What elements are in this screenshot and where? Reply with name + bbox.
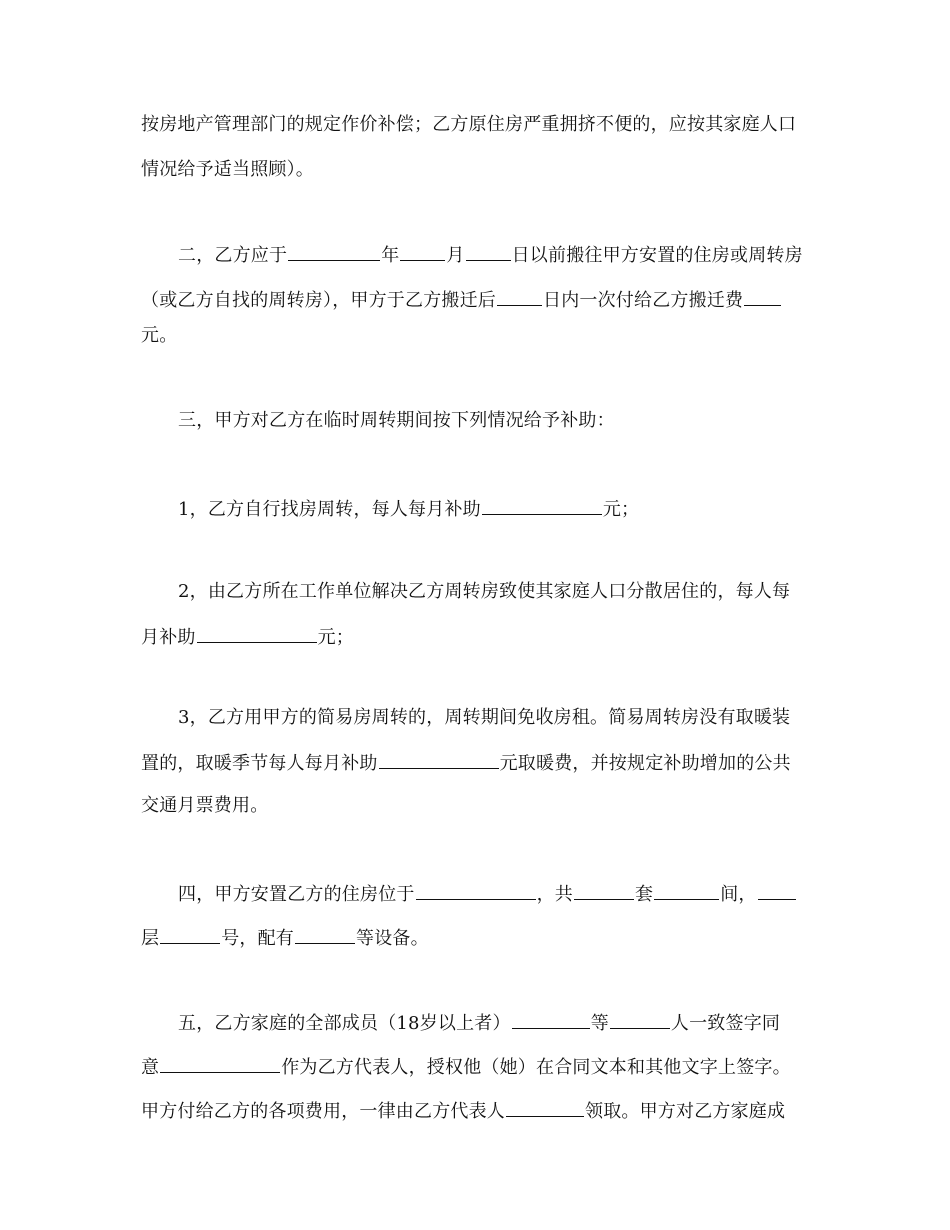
text-run: 日以前搬往甲方安置的住房或周转房 [511, 245, 803, 266]
blank-receiver [506, 1098, 584, 1117]
text-run: 等 [590, 1013, 609, 1034]
blank-self-subsidy [482, 496, 602, 515]
blank-month [400, 242, 445, 261]
text-run: 二，乙方应于 [178, 245, 288, 266]
clause-two-line-2 [141, 287, 782, 313]
blank-sets [574, 881, 634, 900]
text-run: 间， [720, 884, 757, 905]
text-run: 套 [635, 884, 654, 905]
blank-rooms [654, 881, 719, 900]
text-run: 三，甲方对乙方在临时周转期间按下列情况给予补助： [178, 410, 615, 431]
text-run: 日内一次付给乙方搬迁费 [543, 290, 744, 311]
blank-unit-subsidy [197, 624, 317, 643]
text-run: 3，乙方用甲方的简易房周转的，周转期间免收房租。简易周转房没有取暖装 [178, 707, 791, 728]
clause-two-line-3 [141, 324, 177, 348]
text-run: 2，由乙方所在工作单位解决乙方周转房致使其家庭人口分散居住的，每人每 [178, 581, 791, 602]
blank-person-count [610, 1010, 670, 1029]
text-run: 领取。甲方对乙方家庭成 [585, 1101, 786, 1122]
text-run: 按房地产管理部门的规定作价补偿；乙方原住房严重拥挤不便的，应按其家庭人口 [141, 114, 797, 135]
text-run: 情况给予适当照顾）。 [141, 159, 314, 180]
blank-heating-subsidy [379, 750, 499, 769]
text-run: 月 [446, 245, 465, 266]
text-run: ，共 [536, 884, 574, 905]
clause-five-line-1 [178, 1010, 780, 1036]
text-run: 人一致签字同 [670, 1013, 781, 1034]
item-three-line-1 [178, 706, 790, 730]
text-run: 等设备。 [356, 928, 429, 949]
text-run: 意 [141, 1057, 160, 1078]
text-run: 五，乙方家庭的全部成员（18岁以上者） [178, 1013, 511, 1034]
blank-moving-fee [744, 287, 781, 306]
item-one-line-1 [178, 496, 639, 522]
blank-members [512, 1010, 590, 1029]
text-run: 号，配有 [221, 928, 295, 949]
text-run: 四，甲方安置乙方的住房位于 [178, 884, 415, 905]
blank-year [288, 242, 380, 261]
text-run: （或乙方自找的周转房），甲方于乙方搬迁后 [141, 290, 496, 311]
clause-three-line-1 [178, 409, 615, 433]
blank-day [466, 242, 511, 261]
clause-four-line-1 [178, 881, 797, 907]
item-three-line-2 [141, 750, 791, 776]
continued-paragraph-line-1 [141, 113, 796, 137]
text-run: 元； [317, 627, 355, 648]
item-three-line-3 [141, 794, 268, 818]
text-run: 元取暖费，并按规定补助增加的公共 [499, 753, 791, 774]
blank-equipment [295, 925, 355, 944]
text-run: 甲方付给乙方的各项费用，一律由乙方代表人 [141, 1101, 505, 1122]
text-run: 1，乙方自行找房周转，每人每月补助 [178, 499, 481, 520]
text-run: 层 [141, 928, 160, 949]
blank-floor [758, 881, 796, 900]
text-run: 作为乙方代表人，授权他（她）在合同文本和其他文字上签字。 [281, 1057, 791, 1078]
text-run: 元。 [141, 325, 178, 346]
clause-five-line-2 [141, 1054, 791, 1080]
clause-four-line-2 [141, 925, 429, 951]
clause-two-line-1 [178, 242, 803, 268]
text-run: 元； [602, 499, 640, 520]
text-run: 年 [381, 245, 400, 266]
blank-location [416, 881, 536, 900]
item-two-line-2 [141, 624, 354, 650]
text-run: 置的，取暖季节每人每月补助 [141, 753, 378, 774]
blank-days [497, 287, 542, 306]
blank-representative [160, 1054, 280, 1073]
item-two-line-1 [178, 580, 790, 604]
text-run: 月补助 [141, 627, 196, 648]
clause-five-line-3 [141, 1098, 785, 1124]
continued-paragraph-line-2 [141, 158, 314, 182]
text-run: 交通月票费用。 [141, 795, 269, 816]
blank-number [160, 925, 220, 944]
